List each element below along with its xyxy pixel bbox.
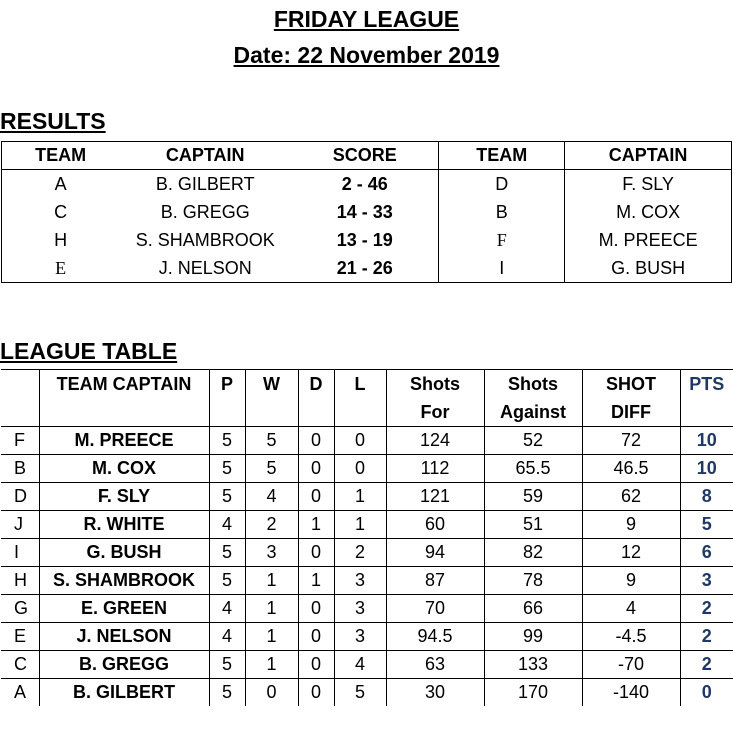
results-col-team1: TEAM — [2, 142, 120, 170]
league-lost: 2 — [334, 539, 386, 567]
results-row — [2, 226, 732, 254]
league-shot-diff: 72 — [582, 427, 680, 455]
league-col-captain: TEAM CAPTAIN — [39, 370, 209, 427]
league-team: J — [1, 511, 39, 539]
league-lost: 3 — [334, 623, 386, 651]
league-captain: B. GREGG — [39, 651, 209, 679]
league-shot-diff: -140 — [582, 679, 680, 707]
league-heading: LEAGUE TABLE — [0, 338, 178, 364]
league-points: 10 — [680, 427, 733, 455]
league-drawn: 0 — [298, 539, 334, 567]
results-col-team2: TEAM — [439, 142, 565, 170]
league-row — [1, 651, 733, 679]
league-won: 1 — [245, 567, 298, 595]
league-team: F — [1, 427, 39, 455]
league-team: I — [1, 539, 39, 567]
results-header-row — [2, 142, 732, 170]
league-row — [1, 511, 733, 539]
league-shots-against: 59 — [484, 483, 582, 511]
results-score: 21 - 26 — [336, 257, 393, 278]
results-table — [1, 141, 732, 283]
league-shots-against: 82 — [484, 539, 582, 567]
league-lost: 1 — [334, 483, 386, 511]
league-row — [1, 567, 733, 595]
results-team2: B — [439, 198, 565, 226]
league-shots-against: 170 — [484, 679, 582, 707]
league-points: 10 — [680, 455, 733, 483]
league-captain: F. SLY — [39, 483, 209, 511]
league-shots-for: 60 — [386, 511, 484, 539]
league-drawn: 0 — [298, 623, 334, 651]
league-drawn: 1 — [298, 511, 334, 539]
league-won: 1 — [245, 651, 298, 679]
league-shot-diff: 9 — [582, 567, 680, 595]
results-captain1: B. GREGG — [160, 201, 250, 222]
league-won: 1 — [245, 623, 298, 651]
league-col-d: D — [298, 370, 334, 427]
league-row — [1, 427, 733, 455]
league-team: B — [1, 455, 39, 483]
league-played: 4 — [209, 511, 245, 539]
league-shot-diff: 12 — [582, 539, 680, 567]
league-played: 5 — [209, 539, 245, 567]
league-drawn: 0 — [298, 455, 334, 483]
league-row — [1, 679, 733, 707]
results-row — [2, 254, 732, 283]
league-drawn: 0 — [298, 483, 334, 511]
results-row — [2, 170, 732, 199]
league-lost: 3 — [334, 595, 386, 623]
league-won: 1 — [245, 595, 298, 623]
league-shots-for: 121 — [386, 483, 484, 511]
league-team: E — [1, 623, 39, 651]
league-points: 5 — [680, 511, 733, 539]
league-won: 3 — [245, 539, 298, 567]
page-title: FRIDAY LEAGUE — [273, 6, 460, 32]
league-drawn: 0 — [298, 595, 334, 623]
league-shots-against: 66 — [484, 595, 582, 623]
league-shot-diff: 4 — [582, 595, 680, 623]
league-shot-diff: 62 — [582, 483, 680, 511]
results-team1: C — [54, 201, 68, 222]
league-captain: J. NELSON — [39, 623, 209, 651]
results-captain1: B. GILBERT — [155, 173, 255, 194]
league-shots-against: 133 — [484, 651, 582, 679]
league-drawn: 1 — [298, 567, 334, 595]
results-col-captain2: CAPTAIN — [565, 142, 732, 170]
league-shots-for: 87 — [386, 567, 484, 595]
results-captain1: J. NELSON — [158, 257, 252, 278]
league-shot-diff: 46.5 — [582, 455, 680, 483]
league-shots-against: 51 — [484, 511, 582, 539]
league-lost: 4 — [334, 651, 386, 679]
league-col-w: W — [245, 370, 298, 427]
league-captain: R. WHITE — [39, 511, 209, 539]
results-captain1: S. SHAMBROOK — [135, 229, 275, 250]
results-captain2: M. PREECE — [565, 226, 732, 254]
league-captain: M. COX — [39, 455, 209, 483]
league-points: 2 — [680, 623, 733, 651]
league-shots-for: 124 — [386, 427, 484, 455]
league-lost: 0 — [334, 455, 386, 483]
league-captain: G. BUSH — [39, 539, 209, 567]
results-col-score: SCORE — [291, 142, 439, 170]
league-col-shot-diff: SHOT DIFF — [582, 370, 680, 427]
results-score: 14 - 33 — [336, 201, 393, 222]
league-shots-for: 63 — [386, 651, 484, 679]
league-lost: 1 — [334, 511, 386, 539]
results-row — [2, 198, 732, 226]
results-score: 13 - 19 — [336, 229, 393, 250]
league-row — [1, 595, 733, 623]
league-shots-against: 65.5 — [484, 455, 582, 483]
league-drawn: 0 — [298, 679, 334, 707]
results-team2: F — [439, 226, 565, 254]
results-team2: I — [439, 254, 565, 283]
results-captain2: F. SLY — [565, 170, 732, 199]
league-drawn: 0 — [298, 427, 334, 455]
league-shot-diff: 9 — [582, 511, 680, 539]
league-row — [1, 455, 733, 483]
league-played: 5 — [209, 679, 245, 707]
league-lost: 5 — [334, 679, 386, 707]
league-col-l: L — [334, 370, 386, 427]
league-shots-against: 52 — [484, 427, 582, 455]
league-col-shots-for: Shots For — [386, 370, 484, 427]
league-shots-against: 99 — [484, 623, 582, 651]
league-points: 2 — [680, 651, 733, 679]
league-team: D — [1, 483, 39, 511]
league-won: 5 — [245, 455, 298, 483]
league-team: H — [1, 567, 39, 595]
league-won: 5 — [245, 427, 298, 455]
league-team: C — [1, 651, 39, 679]
league-col-team — [1, 370, 39, 427]
league-points: 0 — [680, 679, 733, 707]
league-row — [1, 483, 733, 511]
league-row — [1, 539, 733, 567]
league-header-row — [1, 370, 733, 427]
results-team1: A — [54, 173, 67, 194]
results-team1: H — [54, 229, 68, 250]
league-captain: B. GILBERT — [39, 679, 209, 707]
league-points: 2 — [680, 595, 733, 623]
league-played: 5 — [209, 427, 245, 455]
league-shot-diff: -4.5 — [582, 623, 680, 651]
league-shots-for: 70 — [386, 595, 484, 623]
results-captain2: M. COX — [565, 198, 732, 226]
league-played: 5 — [209, 651, 245, 679]
league-team: A — [1, 679, 39, 707]
league-row — [1, 623, 733, 651]
results-team1: E — [55, 257, 67, 278]
results-col-captain1: CAPTAIN — [119, 142, 291, 170]
league-shots-for: 112 — [386, 455, 484, 483]
league-points: 3 — [680, 567, 733, 595]
league-shots-against: 78 — [484, 567, 582, 595]
page-date: Date: 22 November 2019 — [233, 42, 500, 68]
league-shots-for: 94 — [386, 539, 484, 567]
league-shot-diff: -70 — [582, 651, 680, 679]
league-points: 8 — [680, 483, 733, 511]
results-captain2: G. BUSH — [565, 254, 732, 283]
league-table — [1, 369, 733, 706]
results-heading: RESULTS — [0, 108, 106, 134]
league-played: 5 — [209, 455, 245, 483]
league-points: 6 — [680, 539, 733, 567]
league-shots-for: 94.5 — [386, 623, 484, 651]
league-captain: S. SHAMBROOK — [39, 567, 209, 595]
league-captain: E. GREEN — [39, 595, 209, 623]
league-played: 5 — [209, 483, 245, 511]
league-lost: 3 — [334, 567, 386, 595]
league-won: 4 — [245, 483, 298, 511]
league-shots-for: 30 — [386, 679, 484, 707]
league-col-p: P — [209, 370, 245, 427]
league-played: 4 — [209, 623, 245, 651]
league-won: 0 — [245, 679, 298, 707]
results-score: 2 - 46 — [341, 173, 388, 194]
league-played: 4 — [209, 595, 245, 623]
league-lost: 0 — [334, 427, 386, 455]
results-team2: D — [439, 170, 565, 199]
league-captain: M. PREECE — [39, 427, 209, 455]
league-won: 2 — [245, 511, 298, 539]
league-col-shots-against: Shots Against — [484, 370, 582, 427]
league-col-pts: PTS — [680, 370, 733, 427]
league-drawn: 0 — [298, 651, 334, 679]
league-team: G — [1, 595, 39, 623]
league-played: 5 — [209, 567, 245, 595]
